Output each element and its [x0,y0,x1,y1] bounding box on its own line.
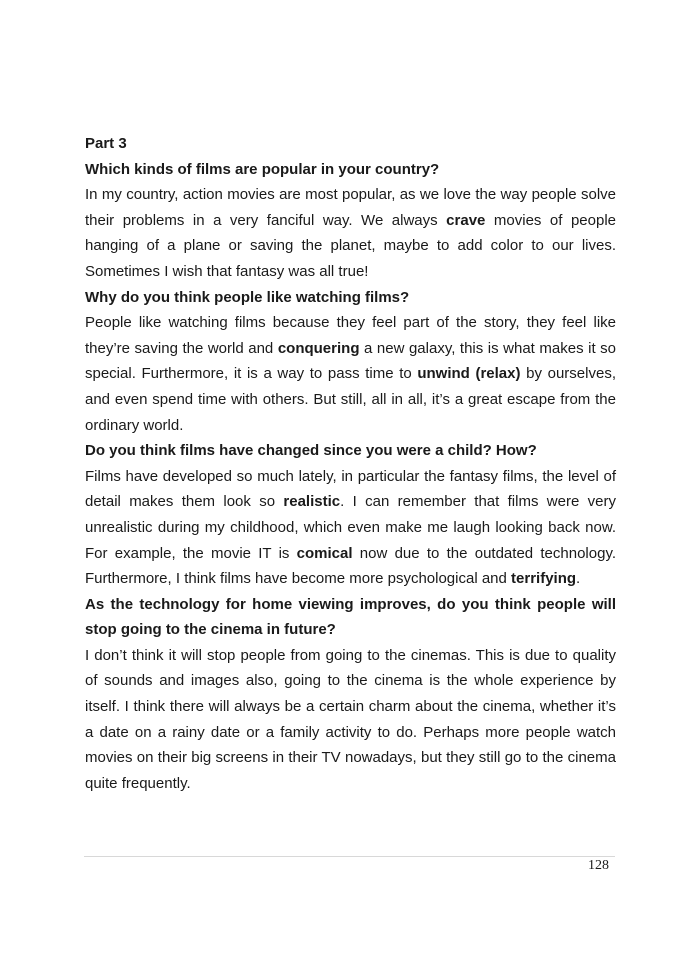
footer-divider [84,856,615,857]
vocab-term: conquering [277,339,360,357]
question-2: Why do you think people like watching films? [85,288,410,306]
page-number: 128 [588,858,609,873]
question-1: Which kinds of films are popular in your country? [85,160,440,178]
vocab-term: unwind (relax) [417,365,521,383]
question-3: Do you think films have changed since you were a child? How? [85,442,537,460]
answer-3: Films have developed so much lately, in particular the fantasy films, the level of detail makes them look so realistic. I can remember that films were very unrealistic during my childhood, which even make me laugh looking back now. For example, the movie IT is comical now due to the outdated technology. Furthermore, I think films have become more psychological and terrifying. [85,467,616,588]
answer-1: In my country, action movies are most popular, as we love the way people solve their problems in a very fanciful way. We always crave movies of people hanging of a plane or saving the planet, maybe to add color to our lives. Sometimes I wish that fantasy was all true! [85,186,616,280]
vocab-term: realistic [283,493,341,511]
answer-2: People like watching films because they feel part of the story, they feel like they’re saving the world and conquering a new galaxy, this is what makes it so special. Furthermore, it is a way to pass time to unwind (relax) by ourselves, and even spend time with others. But still, all in all, it’s a great escape from the ordinary world. [85,314,616,434]
vocab-term: comical [296,544,353,562]
answer-4: I don’t think it will stop people from going to the cinemas. This is due to quality of sounds and images also, going to the cinema is the whole experience by itself. I think there will always be a certain charm about the cinema, whether it’s a date on a rainy date or a family activity to do. Perhaps more people watch movies on their big screens in their TV nowadays, but they still go to the cinema quite frequently. [85,646,616,792]
section-title: Part 3 [85,135,127,152]
document-page [85,131,616,796]
question-4: As the technology for home viewing improves, do you think people will stop going to the cinema in future? [85,595,616,639]
vocab-term: crave [446,211,486,229]
vocab-term: terrifying [511,570,577,588]
